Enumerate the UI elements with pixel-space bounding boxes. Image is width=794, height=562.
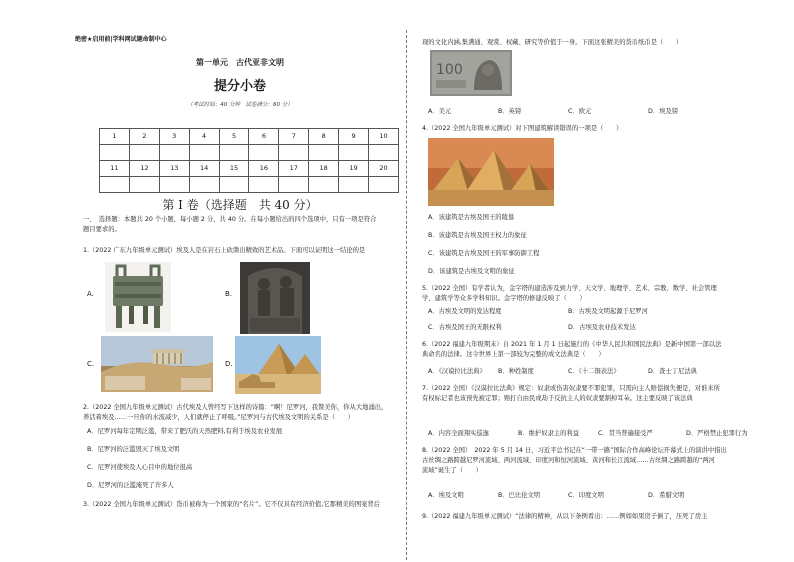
table-cell: 20 bbox=[369, 161, 399, 177]
section-instruction bbox=[83, 215, 405, 235]
option-d[interactable]: D．希腊文明 bbox=[648, 492, 685, 499]
table-cell: 11 bbox=[100, 161, 130, 177]
answer-cell[interactable] bbox=[309, 177, 339, 193]
answer-cell[interactable] bbox=[339, 145, 369, 161]
option-d[interactable]: D．严格禁止犯罪行为 bbox=[686, 430, 748, 437]
table-row bbox=[100, 145, 399, 161]
answer-cell[interactable] bbox=[309, 145, 339, 161]
option-d[interactable]: D．查士丁尼法典 bbox=[648, 368, 697, 375]
table-row bbox=[100, 161, 399, 177]
question-4: 4.（2022 全国九年级单元测试）对下图建筑解读错误的一项是（ ） bbox=[422, 125, 623, 132]
option-b[interactable]: B．英镑 bbox=[498, 108, 522, 115]
table-cell: 13 bbox=[159, 161, 189, 177]
question-3: 3.（2022 全国九年级单元测试）货币被称为一个国家的“名片”。它不仅具有经济价值,它那精美的图案背后 bbox=[83, 501, 381, 508]
question-8 bbox=[422, 446, 762, 475]
option-label: C. bbox=[87, 360, 95, 368]
answer-cell[interactable] bbox=[129, 177, 159, 193]
table-row bbox=[100, 129, 399, 145]
table-cell: 12 bbox=[129, 161, 159, 177]
unit-title: 第一单元 古代亚非文明 bbox=[196, 58, 284, 67]
question-2 bbox=[83, 403, 405, 423]
option-a[interactable]: A．该建筑是古埃及国王的陵墓 bbox=[428, 214, 515, 221]
answer-cell[interactable] bbox=[369, 145, 399, 161]
option-b[interactable]: B．该建筑是古埃及国王权力的象征 bbox=[428, 232, 527, 239]
question-1: 1.（2022 广东九年级单元测试）埃及人是在岩石上砍凿出精致的艺术品。下面可以证明这一结论的是 bbox=[83, 247, 366, 254]
answer-cell[interactable] bbox=[369, 177, 399, 193]
question-line: 有权标记者也该预先被定罪；赔打自由民或劫于反抗主人的奴隶要割掉耳朵。这主要反映了该法典 bbox=[422, 394, 693, 402]
option-a[interactable]: A．埃及文明 bbox=[428, 492, 464, 499]
question-7 bbox=[422, 384, 762, 404]
table-cell: 6 bbox=[249, 129, 279, 145]
option-c[interactable]: C．尼罗河使埃及人心目中的地位很高 bbox=[87, 464, 193, 471]
question-line: 5.（2022 全国）有学者认为，金字塔的建造涉及到力学、天文学、地理学、艺术、宗教、数学、社会管理 bbox=[422, 285, 717, 292]
answer-cell[interactable] bbox=[159, 177, 189, 193]
answer-cell[interactable] bbox=[100, 177, 130, 193]
option-b[interactable]: B．古埃及文明起源于尼罗河 bbox=[568, 308, 648, 315]
option-a[interactable]: A．美元 bbox=[428, 108, 452, 115]
column-divider bbox=[406, 30, 407, 560]
answer-cell[interactable] bbox=[159, 145, 189, 161]
section-title: 第 I 卷（选择题 共 40 分） bbox=[162, 198, 318, 212]
pyramids-icon bbox=[428, 138, 554, 206]
table-row bbox=[100, 177, 399, 193]
svg-text:100: 100 bbox=[436, 62, 463, 78]
bronze-ding-image bbox=[105, 262, 171, 332]
option-b[interactable]: B．维护奴隶主的利益 bbox=[518, 430, 579, 437]
option-c[interactable]: C．古埃及国王的无限权利 bbox=[428, 324, 502, 331]
option-b[interactable]: B．巴比伦文明 bbox=[498, 492, 541, 499]
bronze-ding-icon bbox=[105, 262, 171, 332]
table-cell: 5 bbox=[219, 129, 249, 145]
question-line: 7.（2022 全国）《汉谟拉比法典》规定：奴隶或伤害奴隶要不罪犯罪，只需向主人赔偿损失便是，对谁来所 bbox=[422, 385, 720, 392]
question-line: 6.（2022 福建九年级期末）自 2021 年 1 月 1 日起施行的《中华人民共和国民法典》是新中国第一部以法 bbox=[422, 341, 722, 348]
page-title: 提分小卷 bbox=[213, 79, 266, 94]
answer-cell[interactable] bbox=[100, 145, 130, 161]
answer-cell[interactable] bbox=[249, 145, 279, 161]
question-5 bbox=[422, 284, 762, 304]
table-cell: 10 bbox=[369, 129, 399, 145]
pyramids-image bbox=[428, 138, 554, 206]
question-line: 古丝绸之路跨越尼罗河流域、两河流域、印度河和恒河流域、黄河和长江流域……古丝绸之路跨越的“两河 bbox=[422, 456, 715, 464]
option-a[interactable]: A．尼罗河每年定期泛滥，带来了肥沃的天然肥料,有利于埃及农业发展 bbox=[87, 428, 283, 435]
acropolis-icon bbox=[101, 336, 213, 392]
answer-cell[interactable] bbox=[279, 145, 309, 161]
option-label: D. bbox=[225, 360, 233, 368]
stele-image bbox=[240, 262, 310, 334]
option-c[interactable]: C．该建筑是古埃及国王的军事防御工程 bbox=[428, 250, 540, 257]
option-d[interactable]: D．该建筑是古埃及文明的象征 bbox=[428, 268, 515, 275]
answer-cell[interactable] bbox=[339, 177, 369, 193]
table-cell: 9 bbox=[339, 129, 369, 145]
answer-cell[interactable] bbox=[219, 145, 249, 161]
option-label: B. bbox=[225, 290, 233, 298]
question-line: 流域”诞生了（ ） bbox=[422, 466, 482, 474]
table-cell: 18 bbox=[309, 161, 339, 177]
question-6 bbox=[422, 340, 762, 360]
table-cell: 4 bbox=[189, 129, 219, 145]
option-a[interactable]: A．《汉谟拉比法典》 bbox=[428, 368, 486, 375]
question-line: 2.（2022 全国九年级单元测试）古代埃及人曾经写下这样的诗篇：“啊！尼罗河，我赞美你，你从大地涌出， bbox=[83, 404, 388, 411]
table-cell: 8 bbox=[309, 129, 339, 145]
banknote-icon bbox=[430, 50, 512, 96]
table-cell: 1 bbox=[100, 129, 130, 145]
option-a[interactable]: A．内容全面翔实巡逸 bbox=[428, 430, 489, 437]
option-d[interactable]: D．古埃及农业技术发达 bbox=[568, 324, 636, 331]
sphinx-pyramid-image bbox=[235, 336, 321, 394]
question-line: 养活着埃及……一旦你的水流减少，人们就停止了呼吸。”尼罗河与古代埃及文明的关系是（ ） bbox=[83, 413, 354, 421]
table-cell: 3 bbox=[159, 129, 189, 145]
table-cell: 16 bbox=[249, 161, 279, 177]
question-line: 8.（2022 全国） 2022 年 5 月 14 日，习近平总书记在“一带一路”国际合作高峰论坛开幕式上的演讲中指出 bbox=[422, 447, 727, 454]
table-cell: 17 bbox=[279, 161, 309, 177]
table-cell: 14 bbox=[189, 161, 219, 177]
option-c[interactable]: C．印度文明 bbox=[568, 492, 604, 499]
option-label: A. bbox=[87, 290, 94, 298]
answer-table bbox=[99, 128, 399, 193]
confidential-tag: 绝密★启用前|学科网试题命制中心 bbox=[75, 36, 167, 43]
option-d[interactable]: D．尼罗河的泛滥淹死了许多人 bbox=[87, 482, 174, 489]
exam-meta: （考试时间：40 分钟 试卷满分：60 分） bbox=[187, 102, 293, 108]
option-d[interactable]: D．埃及镑 bbox=[648, 108, 679, 115]
table-cell: 2 bbox=[129, 129, 159, 145]
option-a[interactable]: A．古埃及文明的发达程度 bbox=[428, 308, 502, 315]
question-3-continued: 现的文化内涵,集满通、观赏、权藏、研究等价值于一身。下面这张精美的货币纸币是（ ） bbox=[422, 39, 683, 46]
stele-icon bbox=[240, 262, 310, 334]
sphinx-pyramid-icon bbox=[235, 336, 321, 394]
answer-cell[interactable] bbox=[219, 177, 249, 193]
table-cell: 7 bbox=[279, 129, 309, 145]
option-c[interactable]: C．《十二铜表法》 bbox=[568, 368, 620, 375]
answer-cell[interactable] bbox=[129, 145, 159, 161]
table-cell: 15 bbox=[219, 161, 249, 177]
answer-cell[interactable] bbox=[249, 177, 279, 193]
option-b[interactable]: B．尼罗河的泛滥毁灭了埃及文明 bbox=[87, 446, 180, 453]
banknote-image bbox=[430, 50, 512, 96]
question-9: 9.（2022 福建九年级单元测试）“法律的精神，从以下条例看出：……例如如果房子倒了，压死了房主 bbox=[422, 513, 708, 520]
instruction-line: 一、 选择题：本题共 20 个小题，每小题 2 分，共 40 分。在每小题给出的四个选项中，只有一项是符合 bbox=[83, 216, 377, 223]
answer-cell[interactable] bbox=[279, 177, 309, 193]
table-cell: 19 bbox=[339, 161, 369, 177]
answer-cell[interactable] bbox=[189, 145, 219, 161]
answer-cell[interactable] bbox=[189, 177, 219, 193]
question-line: 学、建筑学等众多学科知识。金字塔的修建反映了（ ） bbox=[422, 294, 586, 302]
question-line: 典命名的法律。这令世界上第一部较为完整的成文法典是（ ） bbox=[422, 350, 605, 358]
option-c[interactable]: C．贯当普遍接受严 bbox=[598, 430, 653, 437]
option-c[interactable]: C．欧元 bbox=[568, 108, 592, 115]
acropolis-image bbox=[101, 336, 213, 392]
option-b[interactable]: B．种姓制度 bbox=[498, 368, 534, 375]
instruction-line: 题目要求的。 bbox=[83, 226, 121, 234]
